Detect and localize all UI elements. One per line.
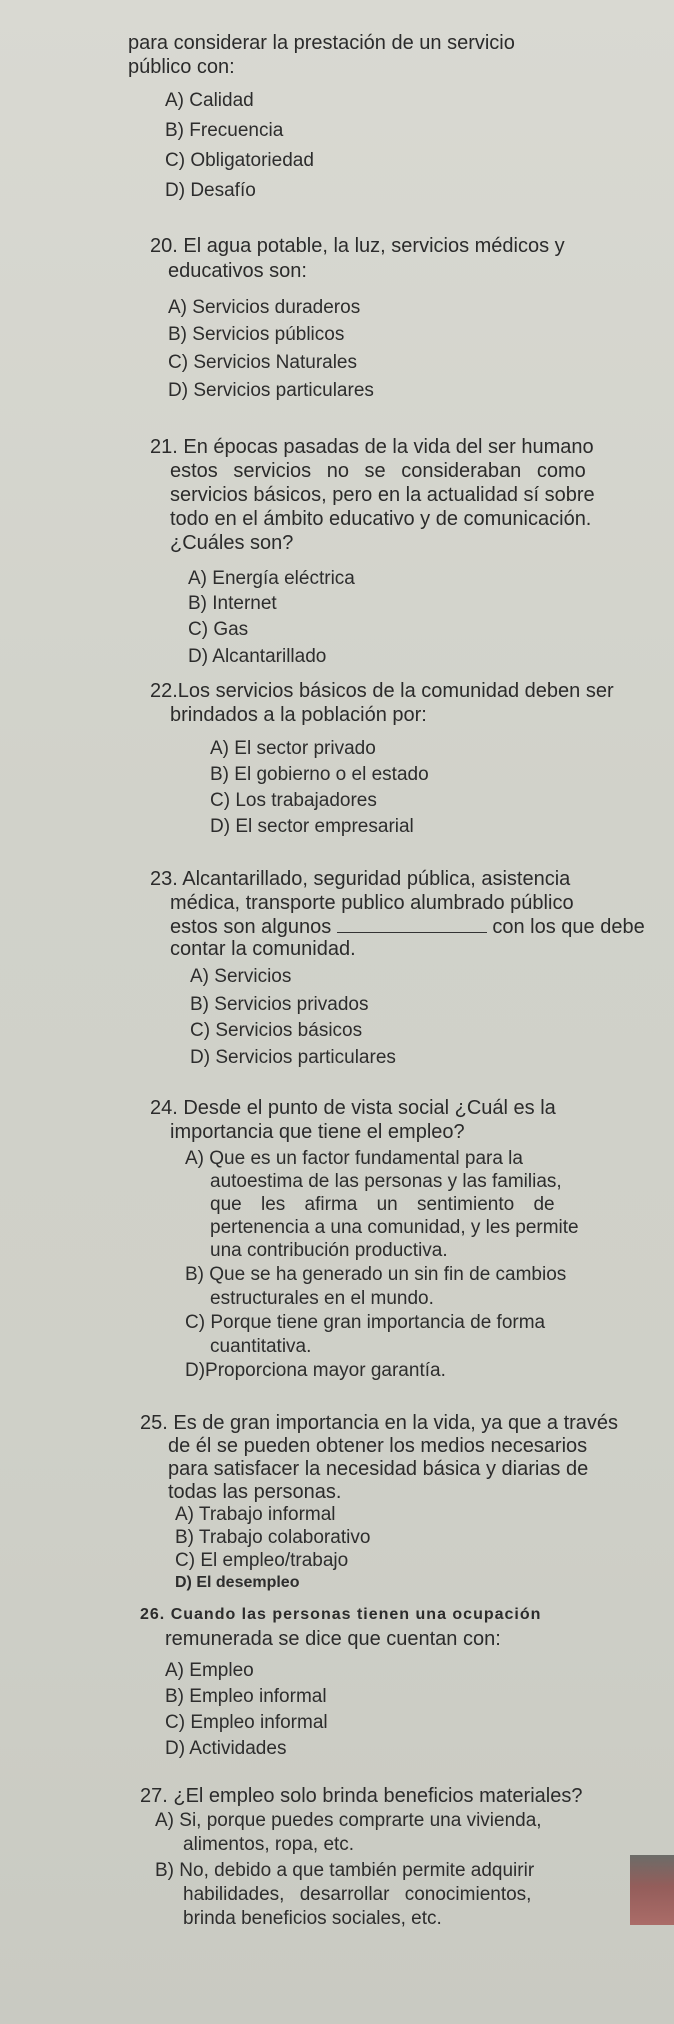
q23-option-a[interactable]: A) Servicios [190, 966, 292, 987]
q25-line-4: todas las personas. [168, 1481, 342, 1503]
q24-option-b-line-1[interactable]: B) Que se ha generado un sin fin de cambios [185, 1264, 567, 1285]
q24-option-a-line-4: pertenencia a una comunidad, y les permite [210, 1217, 579, 1238]
q20-line-1: 20. El agua potable, la luz, servicios médicos y [150, 235, 565, 257]
q21-option-c[interactable]: C) Gas [188, 619, 249, 640]
q25-line-3: para satisfacer la necesidad básica y diarias de [168, 1458, 589, 1480]
q21-line-2: estos servicios no se consideraban como [170, 460, 586, 482]
q23-line-1: 23. Alcantarillado, seguridad pública, asistencia [150, 868, 571, 890]
intro-line-2: público con: [128, 56, 235, 78]
q27-option-b-line-2: habilidades, desarrollar conocimientos, [183, 1884, 532, 1905]
q20-option-a[interactable]: A) Servicios duraderos [168, 297, 361, 318]
q23-blank[interactable] [337, 918, 487, 933]
q26-option-b[interactable]: B) Empleo informal [165, 1686, 327, 1707]
q25-line-1: 25. Es de gran importancia en la vida, ya que a través [140, 1412, 619, 1434]
q24-line-1: 24. Desde el punto de vista social ¿Cuál es la [150, 1097, 556, 1119]
q23-line-3 [170, 916, 645, 938]
q25-line-2: de él se pueden obtener los medios necesarios [168, 1435, 588, 1457]
q20-option-c[interactable]: C) Servicios Naturales [168, 352, 357, 373]
q27-option-a-line-1[interactable]: A) Si, porque puedes comprarte una vivienda, [155, 1810, 542, 1831]
intro-option-c[interactable]: C) Obligatoriedad [165, 150, 314, 171]
q20-option-b[interactable]: B) Servicios públicos [168, 324, 345, 345]
q21-line-5: ¿Cuáles son? [170, 532, 294, 554]
q26-line-1: 26. Cuando las personas tienen una ocupación [140, 1606, 542, 1623]
q24-line-2: importancia que tiene el empleo? [170, 1121, 465, 1143]
q24-option-a-line-2: autoestima de las personas y las familias, [210, 1171, 562, 1192]
q22-line-2: brindados a la población por: [170, 704, 427, 726]
q23-option-c[interactable]: C) Servicios básicos [190, 1020, 363, 1041]
photo-edge-artifact [630, 1855, 674, 1925]
q24-option-c-line-2: cuantitativa. [210, 1336, 312, 1357]
q25-option-a[interactable]: A) Trabajo informal [175, 1504, 336, 1525]
q24-option-a-line-5: una contribución productiva. [210, 1240, 448, 1261]
q24-option-c-line-1[interactable]: C) Porque tiene gran importancia de forma [185, 1312, 546, 1333]
q20-line-2: educativos son: [168, 260, 307, 282]
q26-option-a[interactable]: A) Empleo [165, 1660, 254, 1681]
q22-option-d[interactable]: D) El sector empresarial [210, 816, 414, 837]
q25-option-b[interactable]: B) Trabajo colaborativo [175, 1527, 371, 1548]
q27-line-1: 27. ¿El empleo solo brinda beneficios materiales? [140, 1785, 583, 1807]
q24-option-a-line-3: que les afirma un sentimiento de [210, 1194, 555, 1215]
q23-option-d[interactable]: D) Servicios particulares [190, 1047, 396, 1068]
q20-option-d[interactable]: D) Servicios particulares [168, 380, 374, 401]
q24-option-d[interactable]: D)Proporciona mayor garantía. [185, 1360, 446, 1381]
q24-option-a-line-1[interactable]: A) Que es un factor fundamental para la [185, 1148, 523, 1169]
q22-option-b[interactable]: B) El gobierno o el estado [210, 764, 429, 785]
q21-line-3: servicios básicos, pero en la actualidad sí sobre [170, 484, 595, 506]
q26-option-d[interactable]: D) Actividades [165, 1738, 287, 1759]
q23-line-3-end: con los que debe [492, 916, 645, 938]
q27-option-b-line-1[interactable]: B) No, debido a que también permite adquirir [155, 1860, 535, 1881]
q22-line-1: 22.Los servicios básicos de la comunidad deben ser [150, 680, 614, 702]
intro-option-b[interactable]: B) Frecuencia [165, 120, 284, 141]
q22-option-a[interactable]: A) El sector privado [210, 738, 376, 759]
intro-line-1: para considerar la prestación de un servicio [128, 32, 515, 54]
q23-line-2: médica, transporte publico alumbrado público [170, 892, 574, 914]
q27-option-b-line-3: brinda beneficios sociales, etc. [183, 1908, 442, 1929]
q21-option-b[interactable]: B) Internet [188, 593, 277, 614]
q27-option-a-line-2: alimentos, ropa, etc. [183, 1834, 355, 1855]
q26-option-c[interactable]: C) Empleo informal [165, 1712, 328, 1733]
q25-option-d[interactable]: D) El desempleo [175, 1574, 300, 1591]
q23-option-b[interactable]: B) Servicios privados [190, 994, 369, 1015]
intro-option-d[interactable]: D) Desafío [165, 180, 256, 201]
q21-line-4: todo en el ámbito educativo y de comunicación. [170, 508, 592, 530]
q22-option-c[interactable]: C) Los trabajadores [210, 790, 377, 811]
intro-option-a[interactable]: A) Calidad [165, 90, 254, 111]
q21-option-d[interactable]: D) Alcantarillado [188, 646, 327, 667]
q21-option-a[interactable]: A) Energía eléctrica [188, 568, 355, 589]
q25-option-c[interactable]: C) El empleo/trabajo [175, 1550, 349, 1571]
q26-line-2: remunerada se dice que cuentan con: [165, 1628, 501, 1650]
q24-option-b-line-2: estructurales en el mundo. [210, 1288, 434, 1309]
q23-line-4: contar la comunidad. [170, 938, 356, 960]
q21-line-1: 21. En épocas pasadas de la vida del ser humano [150, 436, 594, 458]
q23-line-3-start: estos son algunos [170, 916, 332, 938]
